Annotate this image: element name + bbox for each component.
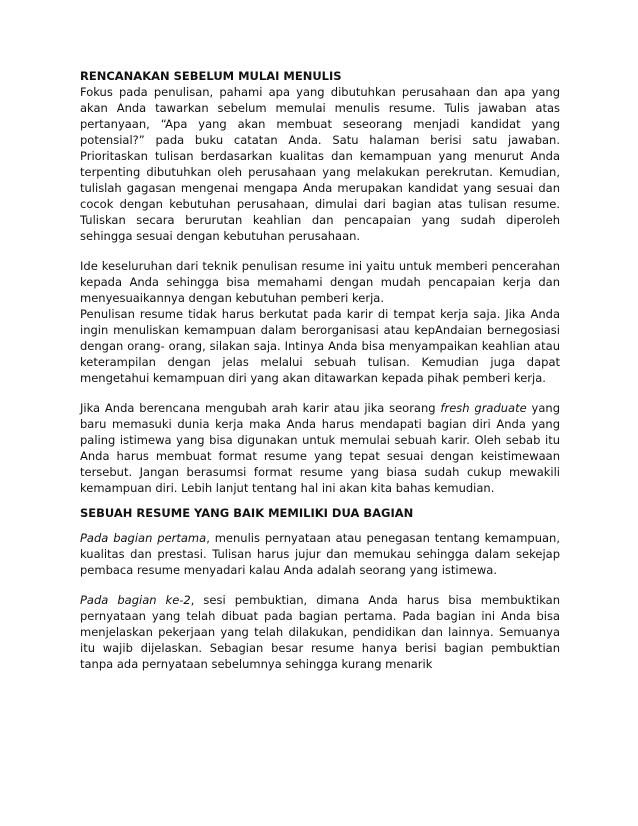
paragraph-career-change bbox=[80, 400, 560, 496]
section-heading-two-parts: SEBUAH RESUME YANG BAIK MEMILIKI DUA BAGIAN bbox=[80, 506, 414, 520]
paragraph-part-two bbox=[80, 592, 560, 672]
paragraph-resume-scope: Penulisan resume tidak harus berkutat pada karir di tempat kerja saja. Jika Anda ingin menuliskan kemampuan dalam berorganisasi atau kepAndaian bernegosiasi dengan orang- orang, silakan saja. Intinya Anda bisa menyampaikan keahlian atau keterampilan dengan jelas melalui sebuah tulisan. Kemudian juga dapat mengetahui kemampuan diri yang akan ditawarkan kepada pihak pemberi kerja. bbox=[80, 307, 560, 385]
part-one-label: Pada bagian pertama bbox=[80, 531, 207, 545]
paragraph-career-change-text-a: Jika Anda berencana mengubah arah karir atau jika seorang bbox=[80, 401, 441, 415]
part-two-text: , sesi pembuktian, dimana Anda harus bisa membuktikan pernyataan yang telah dibuat pada bagian pertama. Pada bagian ini Anda bisa menjelaskan pekerjaan yang telah dilakukan, pendidikan dan lainnya. Semuanya itu wajib dijelaskan. Sebagian besar resume hanya berisi bagian pembuktian tanpa ada pernyataan sebelumnya sehingga kurang menarik bbox=[80, 593, 560, 671]
part-one-text: , menulis pernyataan atau penegasan tentang kemampuan, kualitas dan prestasi. Tulisan harus jujur dan memukau sehingga dalam sekejap pembaca resume menyadari kalau Anda adalah seorang yang istimewa. bbox=[80, 531, 560, 577]
document-page bbox=[80, 68, 560, 672]
paragraph-part-one bbox=[80, 530, 560, 578]
part-two-label: Pada bagian ke-2 bbox=[80, 593, 191, 607]
paragraph-career-change-text-b: yang baru memasuki dunia kerja maka Anda harus mendapati bagian diri Anda yang paling istimewa yang bisa digunakan untuk memulai sebuah karir. Oleh sebab itu Anda harus membuat format resume yang tepat sesuai dengan keistimewaan tersebut. Jangan berasumsi format resume yang biasa sudah cukup mewakili kemampuan diri. Lebih lanjut tentang hal ini akan kita bahas kemudian. bbox=[80, 401, 560, 495]
paragraph-technique-idea: Ide keseluruhan dari teknik penulisan resume ini yaitu untuk memberi pencerahan kepada Anda sehingga bisa memahami dengan mudah pencapaian kerja dan menyesuaikannya dengan kebutuhan pemberi kerja. bbox=[80, 259, 560, 305]
section-heading-plan: RENCANAKAN SEBELUM MULAI MENULIS bbox=[80, 69, 342, 83]
paragraph-plan-intro: Fokus pada penulisan, pahami apa yang dibutuhkan perusahaan dan apa yang akan Anda tawarkan sebelum memulai menulis resume. Tulis jawaban atas pertanyaan, “Apa yang akan membuat seseorang menjadi kandidat yang potensial?” pada buku catatan Anda. Satu halaman berisi satu jawaban. Prioritaskan tulisan berdasarkan kualitas dan kemampuan yang menurut Anda terpenting dibutuhkan oleh perusahaan yang melakukan perekrutan. Kemudian, tulislah gagasan mengenai mengapa Anda merupakan kandidat yang sesuai dan cocok dengan kebutuhan perusahaan, dimulai dari bagian atas tulisan resume. Tuliskan secara berurutan keahlian dan pencapaian yang sudah diperoleh sehingga sesuai dengan kebutuhan perusahaan. bbox=[80, 85, 560, 243]
fresh-graduate-term: fresh graduate bbox=[440, 401, 527, 415]
